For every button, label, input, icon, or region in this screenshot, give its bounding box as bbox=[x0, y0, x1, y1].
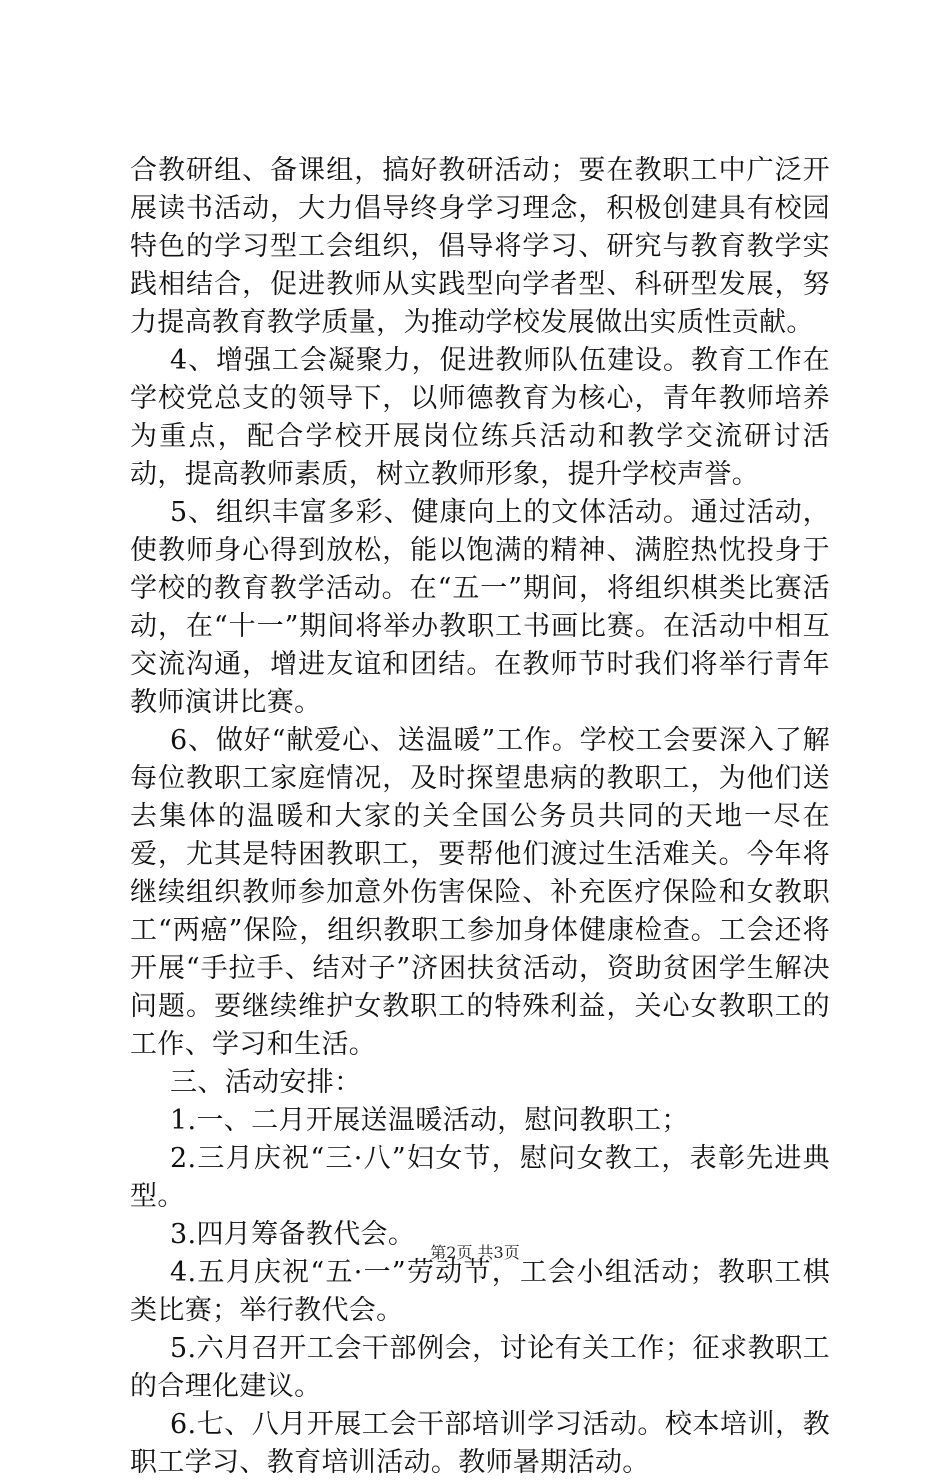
paragraph-item-6: 6、做好“献爱心、送温暖”工作。学校工会要深入了解每位教职工家庭情况，及时探望患病的教职工，为他们送去集体的温暖和大家的关全国公务员共同的天地一尽在爱，尤其是特困教职工，要帮他们渡过生活难关。今年将继续组织教师参加意外伤害保险、补充医疗保险和女教职工“两癌”保险，组织教职工参加身体健康检查。工会还将开展“手拉手、结对子”济困扶贫活动，资助贫困学生解决问题。要继续维护女教职工的特殊利益，关心女教职工的工作、学习和生活。 bbox=[130, 725, 830, 1060]
section-heading-activity-schedule: 三、活动安排： bbox=[170, 1067, 362, 1098]
paragraph-item-5: 5、组织丰富多彩、健康向上的文体活动。通过活动，使教师身心得到放松，能以饱满的精神、满腔热忱投身于学校的教育教学活动。在“五一”期间，将组织棋类比赛活动，在“十一”期间将举办教职工书画比赛。在活动中相互交流沟通，增进友谊和团结。在教师节时我们将举行青年教师演讲比赛。 bbox=[130, 497, 830, 718]
schedule-item-3: 3.四月筹备教代会。 bbox=[170, 1219, 416, 1250]
page-number-footer: 第2页 共3页 bbox=[430, 1243, 520, 1262]
paragraph-item-4: 4、增强工会凝聚力，促进教师队伍建设。教育工作在学校党总支的领导下，以师德教育为核心，青年教师培养为重点，配合学校开展岗位练兵活动和教学交流研讨活动，提高教师素质，树立教师形象，提升学校声誉。 bbox=[130, 345, 830, 490]
document-body bbox=[130, 152, 830, 1482]
schedule-item-6: 6.七、八月开展工会干部培训学习活动。校本培训，教职工学习、教育培训活动。教师暑期活动。 bbox=[130, 1409, 830, 1478]
schedule-item-5: 5.六月召开工会干部例会，讨论有关工作；征求教职工的合理化建议。 bbox=[130, 1333, 830, 1402]
paragraph-continuation: 合教研组、备课组，搞好教研活动；要在教职工中广泛开展读书活动，大力倡导终身学习理念，积极创建具有校园特色的学习型工会组织，倡导将学习、研究与教育教学实践相结合，促进教师从实践型向学者型、科研型发展，努力提高教育教学质量，为推动学校发展做出实质性贡献。 bbox=[130, 155, 830, 338]
schedule-item-2: 2.三月庆祝“三·八”妇女节，慰问女教工，表彰先进典型。 bbox=[130, 1143, 830, 1212]
schedule-item-1: 1.一、二月开展送温暖活动，慰问教职工； bbox=[170, 1105, 689, 1136]
schedule-item-4: 4.五月庆祝“五·一”劳动节，工会小组活动；教职工棋类比赛；举行教代会。 bbox=[130, 1257, 830, 1326]
